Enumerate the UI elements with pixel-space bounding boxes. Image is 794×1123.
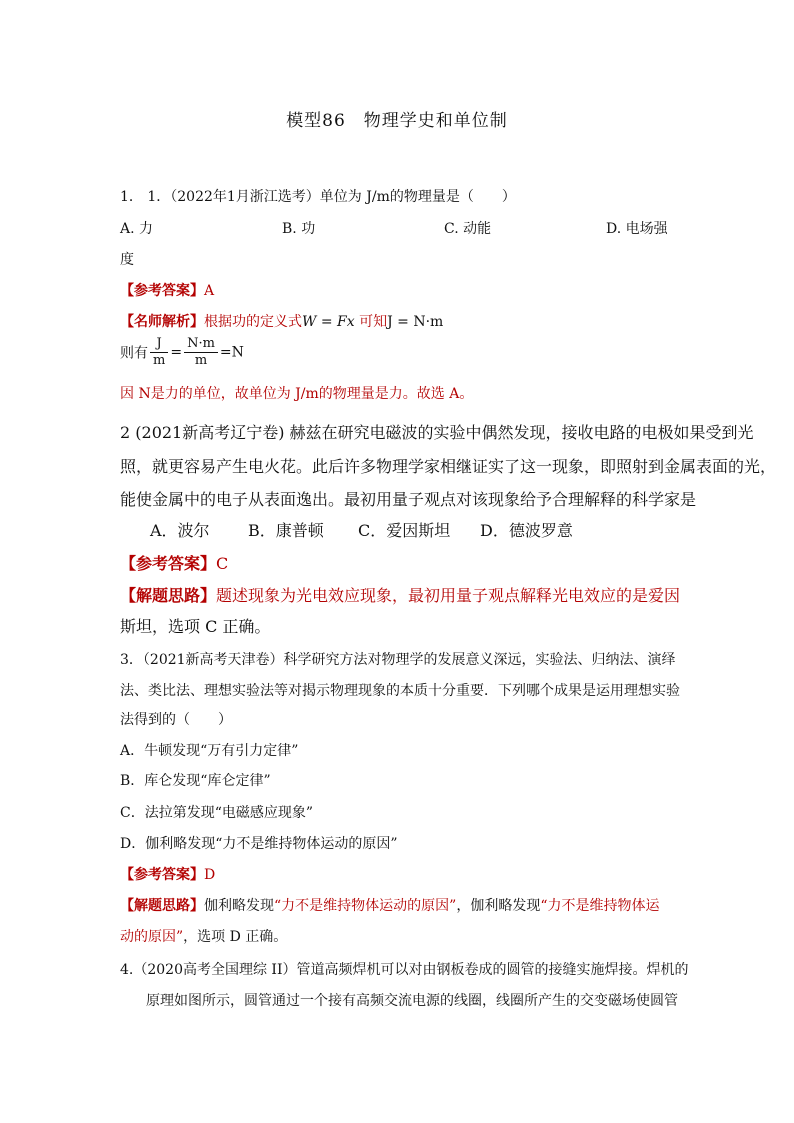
q1-analysis — [120, 311, 443, 331]
q1-conclusion: 因 N是力的单位，故单位为 J/m的物理量是力。故选 A。 — [120, 386, 474, 402]
formula-unit: J = N·m — [387, 314, 444, 330]
q2-line-3: 能使金属中的电子从表面逸出。最初用量子观点对该现象给予合理解释的科学家是 — [120, 490, 697, 509]
q3-line-2: 法、类比法、理想实验法等对揭示物理现象的本质十分重要．下列哪个成果是运用理想实验 — [120, 683, 680, 699]
answer-value: A — [204, 283, 215, 299]
q1-fraction-line: 则有 $\frac{J}{m}$ = $\frac{N\cdot m}{m}$ =N — [120, 336, 244, 368]
q3-option-c: C．法拉第发现“电磁感应现象” — [120, 805, 314, 821]
q4-line-1: 4.（2020高考全国理综 II）管道高频焊机可以对由钢板卷成的圆管的接缝实施焊接。焊机的 — [120, 962, 689, 978]
q3-analysis-line-1: 【解题思路】伽利略发现“力不是维持物体运动的原因”，伽利略发现“力不是维持物体运 — [120, 898, 660, 914]
q1-option-b: B. 功 — [282, 221, 316, 237]
q2-option-b: B．康普顿 — [248, 521, 324, 540]
q2-analysis-line-1: 【解题思路】题述现象为光电效应现象，最初用量子观点解释光电效应的是爱因 — [120, 586, 681, 605]
q2-line-2: 照，就更容易产生电火花。此后许多物理学家相继证实了这一现象，即照射到金属表面的光， — [120, 457, 777, 476]
q2-option-c: C．爱因斯坦 — [358, 521, 451, 540]
formula-work: W = Fx — [302, 314, 355, 330]
q1-option-a: A. 力 — [120, 221, 154, 237]
q1-option-c: C. 动能 — [444, 221, 492, 237]
q3-analysis-line-2: 动的原因”，选项 D 正确。 — [120, 929, 288, 945]
q1-option-d-wrap: 度 — [120, 252, 134, 268]
q2-line-1: 2 (2021新高考辽宁卷) 赫兹在研究电磁波的实验中偶然发现，接收电路的电极如果受到光 — [120, 423, 754, 442]
q4-line-2: 原理如图所示，圆管通过一个接有高频交流电源的线圈，线圈所产生的交变磁场使圆管 — [146, 993, 678, 1009]
q3-option-a: A．牛顿发现“万有引力定律” — [120, 743, 299, 759]
q2-answer: 【参考答案】C — [120, 554, 229, 573]
q3-line-1: 3．（2021新高考天津卷）科学研究方法对物理学的发展意义深远，实验法、归纳法、演绎 — [120, 652, 676, 668]
q2-option-d: D．德波罗意 — [480, 521, 573, 540]
q2-analysis-line-2: 斯坦，选项 C 正确。 — [120, 617, 271, 636]
analysis-mid: 可知 — [354, 314, 388, 330]
q3-line-3: 法得到的（ ） — [120, 712, 232, 728]
answer-label: 【参考答案】 — [120, 283, 204, 299]
analysis-text: 根据功的定义式 — [204, 314, 302, 330]
q1-stem: 1． 1．（2022年1月浙江选考）单位为 J/m的物理量是（ ） — [120, 189, 516, 205]
q1-answer — [120, 280, 214, 300]
q3-answer: 【参考答案】D — [120, 867, 216, 883]
page-title: 模型86 物理学史和单位制 — [286, 111, 508, 131]
fraction-j-over-m: $\frac{J}{m}$ — [150, 336, 168, 369]
fraction-result: =N — [219, 344, 244, 361]
q3-option-b: B．库仑发现“库仑定律” — [120, 773, 271, 789]
q3-option-d: D．伽利略发现“力不是维持物体运动的原因” — [120, 836, 398, 852]
then-prefix: 则有 — [120, 345, 148, 362]
analysis-label: 【名师解析】 — [120, 314, 204, 330]
fraction-nm-over-m: $\frac{N\cdot m}{m}$ — [184, 336, 218, 369]
q1-option-d: D. 电场强 — [606, 221, 668, 237]
q2-option-a: A．波尔 — [150, 521, 210, 540]
